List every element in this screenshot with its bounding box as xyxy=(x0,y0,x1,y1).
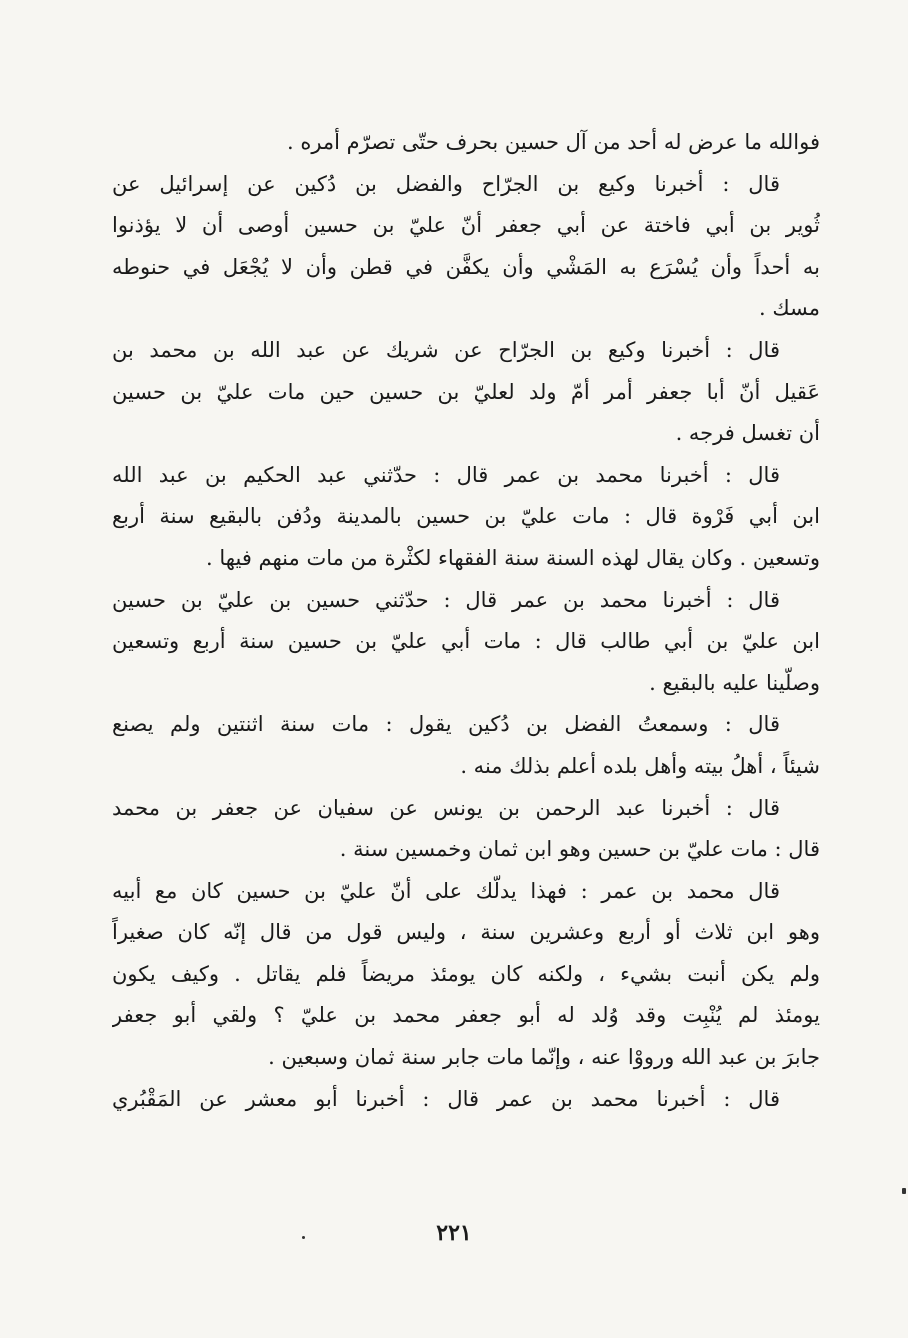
text-line: يومئذ لم يُنْبِت وقد وُلد له أبو جعفر محمد بن عليّ ؟ ولقي أبو جعفر xyxy=(112,1003,820,1028)
text-line: قال : مات عليّ بن حسين وهو ابن ثمان وخمسين سنة . xyxy=(339,837,820,862)
text-line: أن تغسل فرجه . xyxy=(675,421,820,446)
text-line: قال : أخبرنا وكيع بن الجرّاح والفضل بن دُكين عن إسرائيل عن xyxy=(112,171,780,196)
page-body-text xyxy=(112,122,820,1120)
text-line: شيئاً ، أهلُ بيته وأهل بلده أعلم بذلك منه . xyxy=(460,753,820,778)
text-line: مسك . xyxy=(758,296,820,321)
text-line: قال : أخبرنا وكيع بن الجرّاح عن شريك عن عبد الله بن محمد بن xyxy=(112,337,780,362)
text-line: به أحداً وأن يُسْرَع به المَشْي وأن يكفَّن في قطن وأن لا يُجْعَل في حنوطه xyxy=(112,254,820,279)
text-line: قال : أخبرنا محمد بن عمر قال : حدّثني عبد الحكيم بن عبد الله xyxy=(112,462,780,487)
text-line: قال : وسمعتُ الفضل بن دُكين يقول : مات سنة اثنتين ولم يصنع xyxy=(112,712,780,737)
page-number: ٢٢١ xyxy=(436,1220,472,1246)
text-line: قال محمد بن عمر : فهذا يدلّك على أنّ عليّ بن حسين كان مع أبيه xyxy=(112,878,780,903)
text-line: قال : أخبرنا محمد بن عمر قال : أخبرنا أبو معشر عن المَقْبُري xyxy=(112,1086,780,1111)
text-line: قال : أخبرنا محمد بن عمر قال : حدّثني حسين بن عليّ بن حسين xyxy=(112,587,780,612)
text-line: وهو ابن ثلاث أو أربع وعشرين سنة ، وليس قول من قال إنّه كان صغيراً xyxy=(112,920,820,945)
text-line: ابن عليّ بن أبي طالب قال : مات أبي عليّ بن حسين سنة أربع وتسعين xyxy=(112,629,820,654)
text-line: عَقيل أنّ أبا جعفر أمر أمّ ولد لعليّ بن حسين حين مات عليّ بن حسين xyxy=(112,379,820,404)
text-line: وصلّينا عليه بالبقيع . xyxy=(649,670,820,695)
text-line: ثُوير بن أبي فاختة عن أبي جعفر أنّ عليّ بن حسين أوصى أن لا يؤذنوا xyxy=(112,213,820,238)
print-speck xyxy=(902,1188,906,1194)
text-line: قال : أخبرنا عبد الرحمن بن يونس عن سفيان عن جعفر بن محمد xyxy=(112,795,780,820)
text-line: وتسعين . وكان يقال لهذه السنة سنة الفقهاء لكثْرة من مات منهم فيها . xyxy=(206,545,820,570)
print-speck xyxy=(302,1236,305,1239)
text-line: جابرَ بن عبد الله ورووْا عنه ، وإنّما مات جابر سنة ثمان وسبعين . xyxy=(268,1045,820,1070)
text-line: ولم يكن أنبت بشيء ، ولكنه كان يومئذ مريضاً فلم يقاتل . وكيف يكون xyxy=(112,961,820,986)
text-line: فوالله ما عرض له أحد من آل حسين بحرف حتّى تصرّم أمره . xyxy=(286,130,820,154)
text-line: ابن أبي فَرْوة قال : مات عليّ بن حسين بالمدينة ودُفن بالبقيع سنة أربع xyxy=(112,504,820,529)
